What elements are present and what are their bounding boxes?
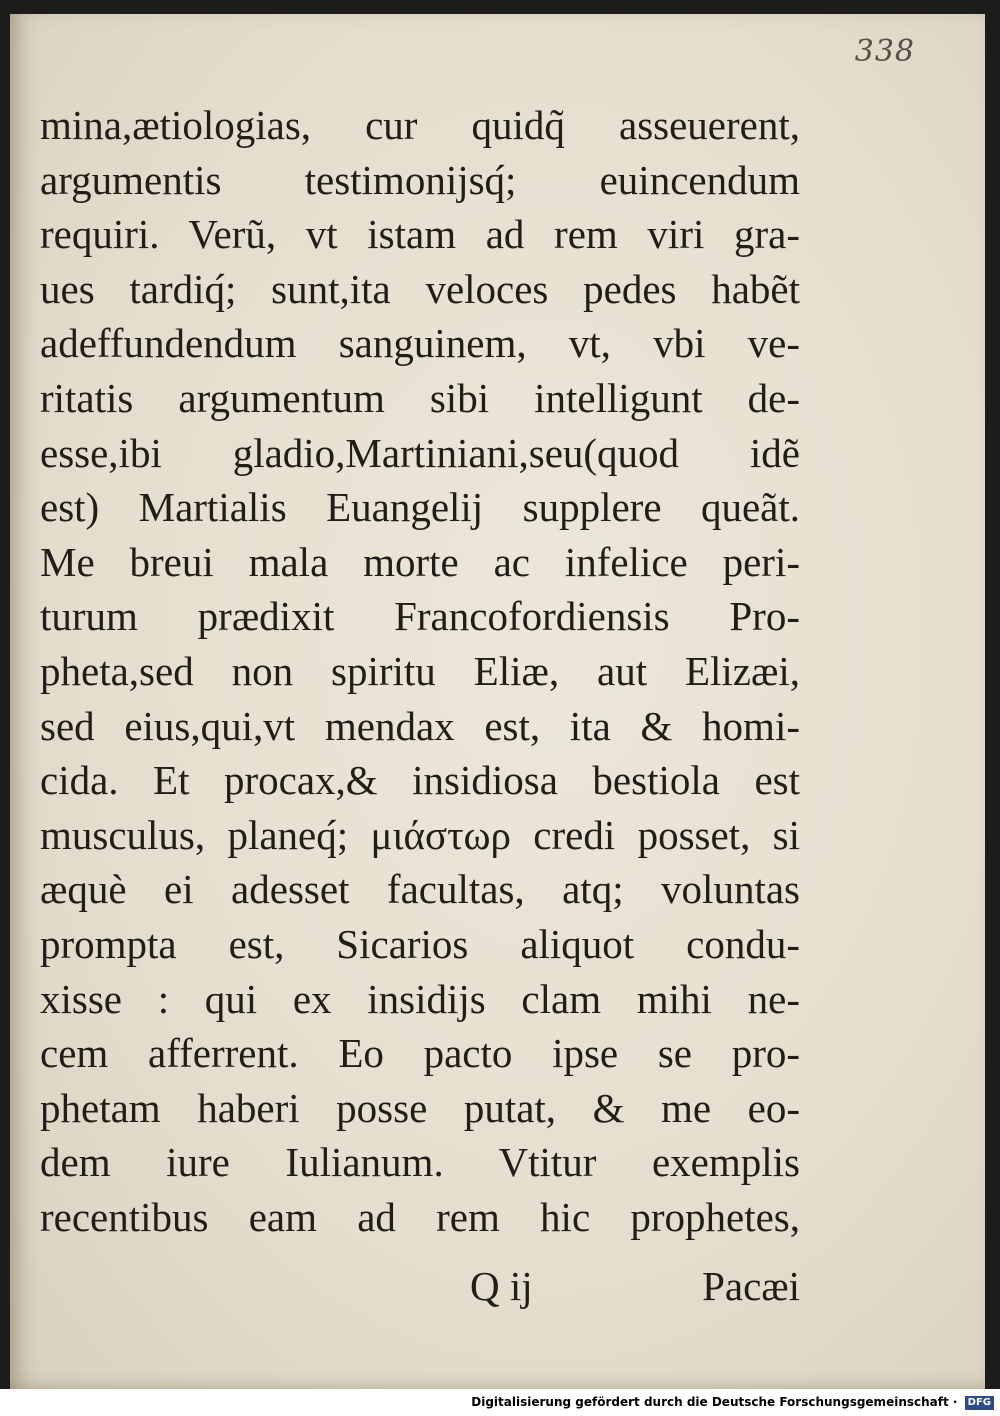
credit-text: Digitalisierung gefördert durch die Deutsche Forschungsgemeinschaft [471, 1395, 949, 1409]
text-line: cida. Et procax,& insidiosa bestiola est [40, 757, 800, 804]
catchword: Pacæi [702, 1263, 800, 1309]
text-line: esse,ibi gladio,Martiniani,seu(quod idẽ [40, 429, 800, 476]
text-line: pheta,sed non spiritu Eliæ, aut Elizæi, [40, 647, 800, 694]
text-line: dem iure Iulianum. Vtitur exemplis [40, 1139, 800, 1186]
digitization-credit-bar: Digitalisierung gefördert durch die Deutsche Forschungsgemeinschaft · DFG [0, 1389, 1000, 1416]
text-line: mina,ætiologias, cur quidq̃ asseuerent, [40, 102, 800, 148]
text-line: xisse : qui ex insidijs clam mihi ne- [40, 975, 800, 1022]
text-line: requiri. Verũ, vt istam ad rem viri gra- [40, 211, 800, 258]
book-page [10, 14, 985, 1389]
text-line: cem afferrent. Eo pacto ipse se pro- [40, 1030, 800, 1077]
text-line: est) Martialis Euangelij supplere queãt. [40, 484, 800, 531]
text-line: prompta est, Sicarios aliquot condu- [40, 920, 800, 967]
text-line: argumentis testimonijsq́; euincendum [40, 156, 800, 203]
text-line: turum prædixit Francofordiensis Pro- [40, 593, 800, 640]
text-line: recentibus eam ad rem hic prophetes, [40, 1193, 800, 1240]
text-line: æquè ei adesset facultas, atq; voluntas [40, 866, 800, 913]
text-line: adeffundendum sanguinem, vt, vbi ve- [40, 320, 800, 367]
text-line: sed eius,qui,vt mendax est, ita & homi- [40, 702, 800, 749]
text-line: phetam haberi posse putat, & me eo- [40, 1084, 800, 1131]
text-line: musculus, planeq́; μιάστωρ credi posset, si [40, 811, 800, 858]
text-line: ritatis argumentum sibi intelligunt de- [40, 374, 800, 421]
body-text [40, 98, 800, 1244]
text-line: Me breui mala morte ac infelice peri- [40, 538, 800, 585]
text-line: ues tardiq́; sunt,ita veloces pedes habẽt [40, 265, 800, 312]
signature-line [40, 1262, 800, 1318]
signature-mark: Q ij [470, 1263, 533, 1309]
dfg-logo: DFG [965, 1396, 994, 1410]
folio-number: 338 [854, 34, 915, 69]
